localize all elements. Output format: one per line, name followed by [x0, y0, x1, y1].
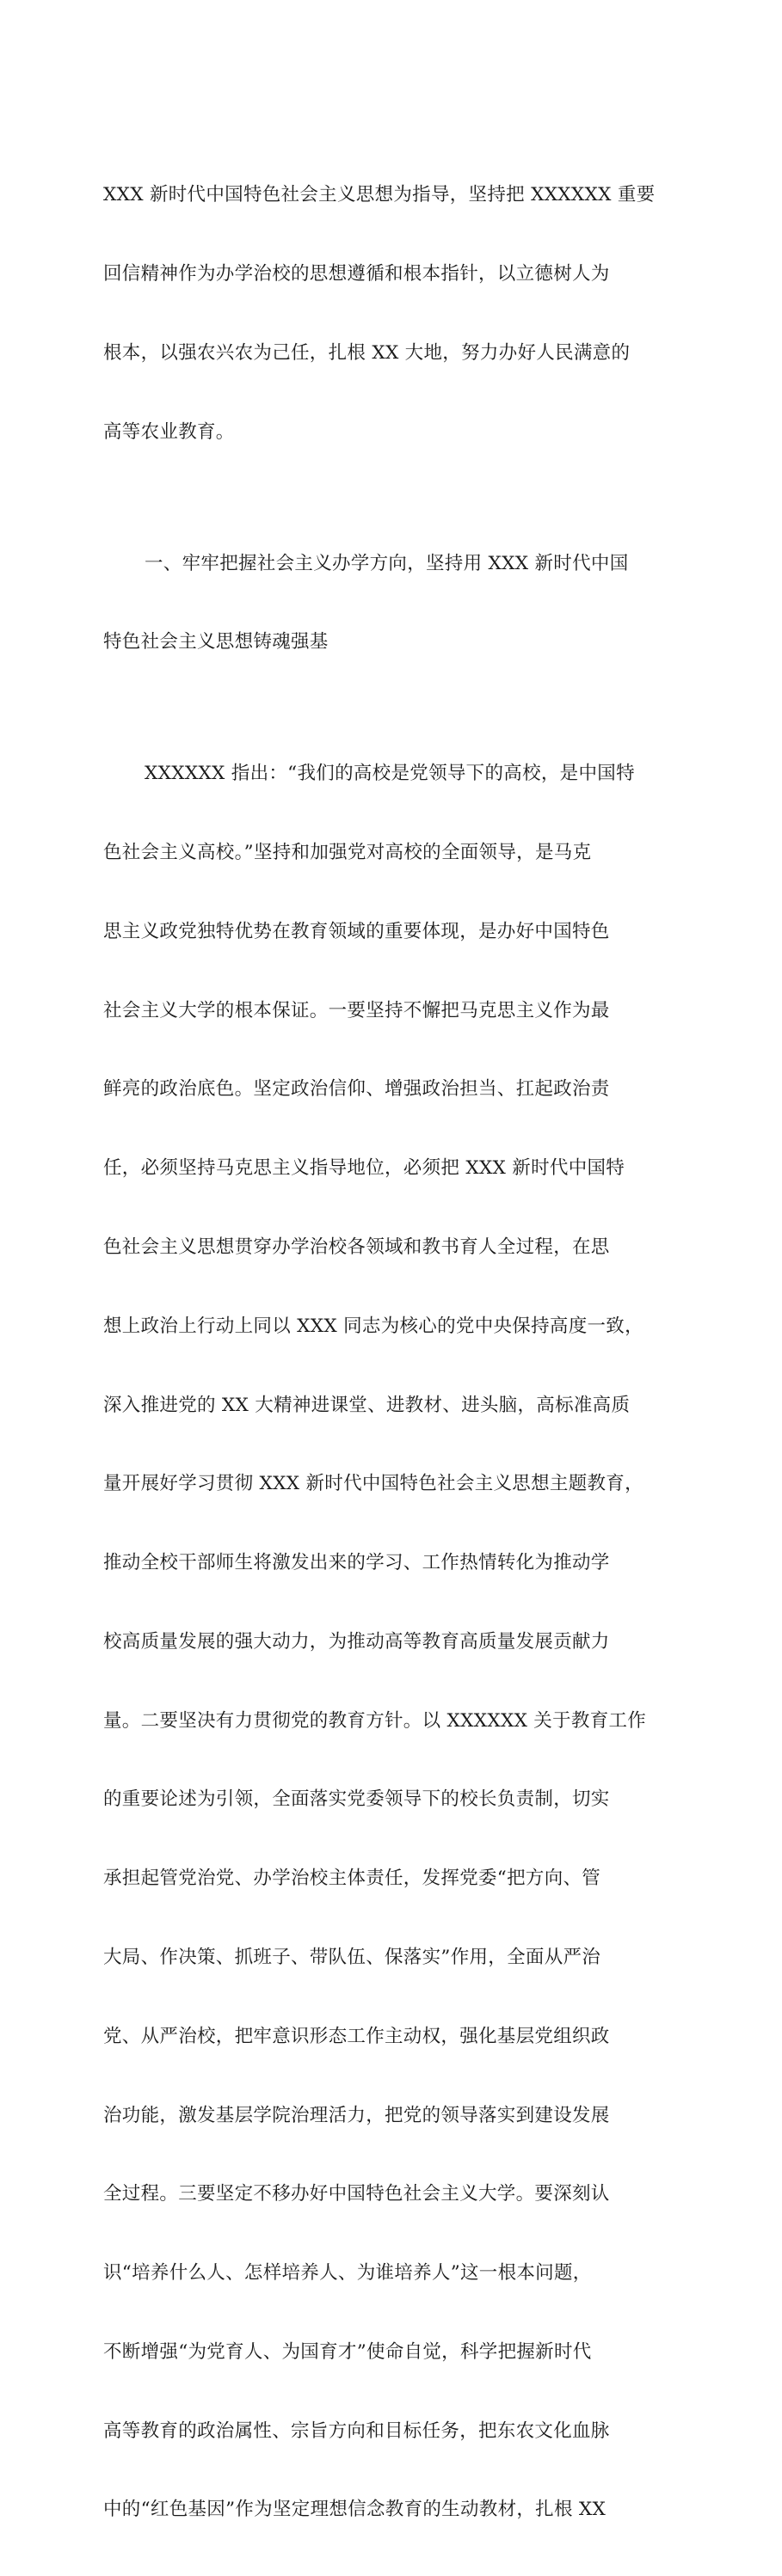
- text-line: 量。二要坚决有力贯彻党的教育方针。以 XXXXXX 关于教育工作: [103, 1709, 647, 1732]
- text-line: 全过程。三要坚定不移办好中国特色社会主义大学。要深刻认: [103, 2183, 610, 2205]
- intro-paragraph: [103, 130, 688, 498]
- text-line: 高等教育的政治属性、宗旨方向和目标任务，把东农文化血脉: [103, 2420, 610, 2442]
- text-line: 色社会主义思想贯穿办学治校各领域和教书育人全过程，在思: [103, 1236, 610, 1258]
- text-line: 鲜亮的政治底色。坚定政治信仰、增强政治担当、扛起政治责: [103, 1078, 610, 1101]
- heading-line: 特色社会主义思想铸魂强基: [103, 631, 329, 653]
- text-line: 色社会主义高校。”坚持和加强党对高校的全面领导，是马克: [103, 842, 592, 864]
- text-line: 中的“红色基因”作为坚定理想信念教育的生动教材，扎根 XX: [103, 2499, 607, 2521]
- text-line: 校高质量发展的强大动力，为推动高等教育高质量发展贡献力: [103, 1630, 610, 1653]
- text-line: 党、从严治校，把牢意识形态工作主动权，强化基层党组织政: [103, 2025, 610, 2047]
- text-line: 根本，以强农兴农为己任，扎根 XX 大地，努力办好人民满意的: [103, 341, 631, 364]
- text-line: XXX 新时代中国特色社会主义思想为指导，坚持把 XXXXXX 重要: [103, 184, 656, 206]
- body-paragraph: [103, 708, 688, 2576]
- text-line: 不断增强“为党育人、为国育才”使命自觉，科学把握新时代: [103, 2340, 592, 2363]
- text-line: XXXXXX 指出：“我们的高校是党领导下的高校，是中国特: [145, 763, 635, 785]
- text-line: 深入推进党的 XX 大精神进课堂、进教材、进头脑，高标准高质: [103, 1394, 631, 1416]
- text-line: 回信精神作为办学治校的思想遵循和根本指针，以立德树人为: [103, 262, 610, 285]
- text-line: 识“培养什么人、怎样培养人、为谁培养人”这一根本问题，: [103, 2262, 592, 2285]
- text-line: 思主义政党独特优势在教育领域的重要体现，是办好中国特色: [103, 920, 610, 942]
- text-line: 量开展好学习贯彻 XXX 新时代中国特色社会主义思想主题教育，: [103, 1473, 643, 1495]
- text-line: 社会主义大学的根本保证。一要坚持不懈把马克思主义作为最: [103, 999, 610, 1021]
- text-line: 的重要论述为引领，全面落实党委领导下的校长负责制，切实: [103, 1788, 610, 1811]
- section-heading: [103, 498, 688, 708]
- heading-line: 一、牢牢把握社会主义办学方向，坚持用 XXX 新时代中国: [145, 552, 629, 574]
- text-line: 想上政治上行动上同以 XXX 同志为核心的党中央保持高度一致，: [103, 1315, 643, 1337]
- text-line: 承担起管党治党、办学治校主体责任，发挥党委“把方向、管: [103, 1868, 601, 1890]
- text-line: 治功能，激发基层学院治理活力，把党的领导落实到建设发展: [103, 2104, 610, 2126]
- text-line: 高等农业教育。: [103, 420, 235, 443]
- text-line: 大局、作决策、抓班子、带队伍、保落实”作用，全面从严治: [103, 1946, 601, 1968]
- text-line: 推动全校干部师生将激发出来的学习、工作热情转化为推动学: [103, 1552, 610, 1574]
- text-line: 任，必须坚持马克思主义指导地位，必须把 XXX 新时代中国特: [103, 1157, 625, 1180]
- document-page: [103, 130, 688, 2576]
